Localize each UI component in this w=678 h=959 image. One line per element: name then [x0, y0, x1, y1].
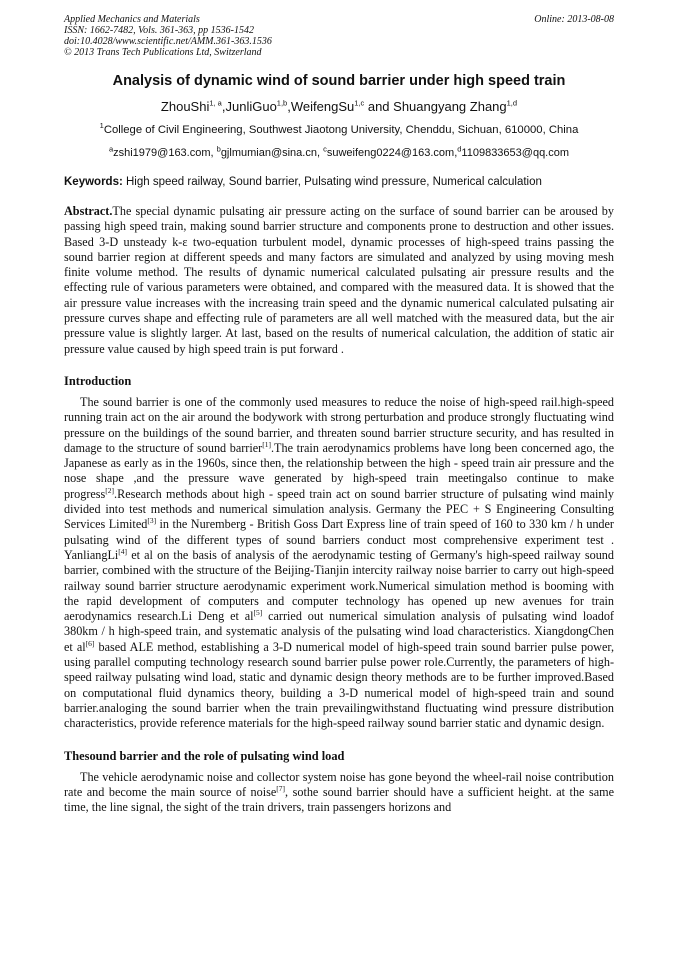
author-name: ZhouShi [160, 99, 210, 114]
author-name: WeifengSu [290, 99, 355, 114]
email-address[interactable]: suweifeng0224@163.com, [326, 147, 458, 159]
body-text: , sothe sound barrier should have a sufficient height. at the same time, the line signal, the sight of the train drivers, train passengers horizons and [64, 784, 615, 815]
author-conjunction: and [364, 99, 394, 114]
body-text: The vehicle aerodynamic noise and collector system noise has gone beyond the wheel-rail noise contribution rate and become the main source of noise [64, 769, 614, 799]
journal-info [64, 14, 272, 58]
citation-ref[interactable]: [7] [276, 783, 286, 793]
paper-title: Analysis of dynamic wind of sound barrier under high speed train [112, 73, 566, 89]
body-text: carried out numerical simulation analysis of pulsating wind loadof 380km / h high-speed train, and systematic analysis of the pulsating wind load characteristics. XiangdongChen et al [64, 609, 614, 654]
author-affil-mark: 1,d [506, 98, 518, 108]
citation-ref[interactable]: [6] [85, 638, 95, 648]
email-mark: b [216, 144, 221, 154]
citation-ref[interactable]: [1] [262, 439, 271, 449]
email-list [64, 146, 614, 161]
citation-ref[interactable]: [4] [118, 546, 128, 556]
section-heading-introduction: Introduction [64, 373, 132, 388]
abstract-text: The special dynamic pulsating air pressure acting on the surface of sound barrier can be aroused by passing high speed train, making sound barrier structure and components prone to destruction and other issues. Based 3-D unsteady k-ε two-equation turbulent model, dynamic processes of high-speed trains passing the sound barrier region at different speeds and many factors are simulated and analyzed by using moving mesh finite volume method. The results of dynamic numerical calculated pulsating air pressure results and the effecting rule of various parameters were obtained, and compared with the measured data. It is showed that the air pressure value increases with the increasing train speed and the dynamic numerical calculated pulsating air pressure curves shape and effecting rule of parameters are all well matched with the measured data, but the air pressure value is slightly larger. At last, based on the results of numerical calculation, the addition of static air pressure value caused by high speed train is put forward . [64, 204, 614, 356]
affiliation-mark: 1 [99, 121, 104, 131]
abstract [64, 204, 614, 357]
author-affil-mark: 1,b [276, 98, 288, 108]
online-date: Online: 2013-08-08 [534, 14, 614, 25]
affiliation-text: College of Civil Engineering, Southwest Jiaotong University, Chenddu, Sichuan, 610000, China [103, 124, 579, 136]
citation-ref[interactable]: [5] [253, 608, 263, 618]
keywords-text: High speed railway, Sound barrier, Pulsating wind pressure, Numerical calculation [122, 176, 542, 188]
author-separator: , [221, 99, 226, 114]
issn-line: ISSN: 1662-7482, Vols. 361-363, pp 1536-1542 [64, 25, 254, 36]
author-separator: , [287, 99, 291, 114]
introduction-paragraph [64, 395, 614, 732]
email-address[interactable]: zshi1979@163.com, [113, 147, 217, 159]
author-affil-mark: 1, a [209, 98, 222, 108]
journal-header [64, 14, 614, 58]
abstract-label: Abstract. [64, 204, 113, 218]
citation-ref[interactable]: [2] [105, 485, 115, 495]
body-text: in the Nuremberg - British Goss Dart Express line of train speed of 160 to 330 km / h under pulsating wind of the different types of sound barriers conduct most comprehensive experiment test . YanliangLi [64, 517, 614, 562]
copyright-line: © 2013 Trans Tech Publications Ltd, Switzerland [64, 47, 262, 58]
sound-barrier-paragraph [64, 770, 614, 816]
body-text: et al on the basis of analysis of the aerodynamic testing of Germany's high-speed railway sound barrier, combined with the structure of the Beijing-Tianjin intercity railway noise barrier to carry out high-speed railway sound barrier structure aerodynamic experiment work.Numerical simulation method is booming with the rapid development of computers and computer technology has opened up new avenues for train aerodynamics research.Li Deng et al [64, 547, 614, 624]
author-affil-mark: 1,c [354, 98, 365, 108]
body-text: .The train aerodynamics problems have long been concerned ago, the Japanese as early as in the 1960s, since then, the relationship between the high - speed train air pressure and the nose shape ,and the pressure wave generated by high-speed train meetingalso continue to make progress [64, 440, 614, 501]
author-name: JunliGuo [225, 99, 277, 114]
email-address[interactable]: gjlmumian@sina.cn, [220, 147, 324, 159]
journal-name: Applied Mechanics and Materials [64, 14, 200, 25]
author-name: Shuangyang Zhang [393, 99, 507, 114]
body-text: .Research methods about high - speed train act on sound barrier structure of pulsating wind mainly divided into test methods and numerical simulation analysis. Germany the PEC + S Engineering Consulting Services Limited [64, 486, 614, 532]
keywords-label: Keywords: [64, 176, 123, 188]
email-address[interactable]: 1109833653@qq.com [461, 147, 570, 159]
affiliation [64, 123, 614, 138]
section-heading-sound-barrier: Thesound barrier and the role of pulsating wind load [64, 748, 345, 763]
citation-ref[interactable]: [3] [147, 516, 157, 526]
author-list [64, 98, 614, 115]
email-mark: d [457, 144, 462, 154]
email-mark: a [108, 144, 114, 154]
doi-line[interactable]: doi:10.4028/www.scientific.net/AMM.361-363.1536 [64, 36, 272, 47]
email-mark: c [323, 144, 327, 154]
body-text: based ALE method, establishing a 3-D numerical model of high-speed train sound barrier pulse power, using parallel computing technology research sound barrier pulse power role.Currently, the parameters of high-speed railway pulsating wind load, static and dynamic design theory methods are to be further improved.Based on computational fluid dynamics theory, building a 3-D numerical model of high-speed train and sound barrier.analoging the sound barrier when the train prevailingwithstand fluctuating wind pressure distribution characteristics, provide reference materials for the high-speed railway sound barrier static and dynamic design. [64, 639, 614, 731]
keywords [64, 175, 614, 190]
body-text: The sound barrier is one of the commonly used measures to reduce the noise of high-speed rail.high-speed running train act on the air around the bodywork with strong perturbation and produce strongly fluctuating wind pressure on the buildings of the sound barrier, and threaten sound barrier structure security, and has resulted in damage to the structure of sound barrier [64, 394, 614, 455]
